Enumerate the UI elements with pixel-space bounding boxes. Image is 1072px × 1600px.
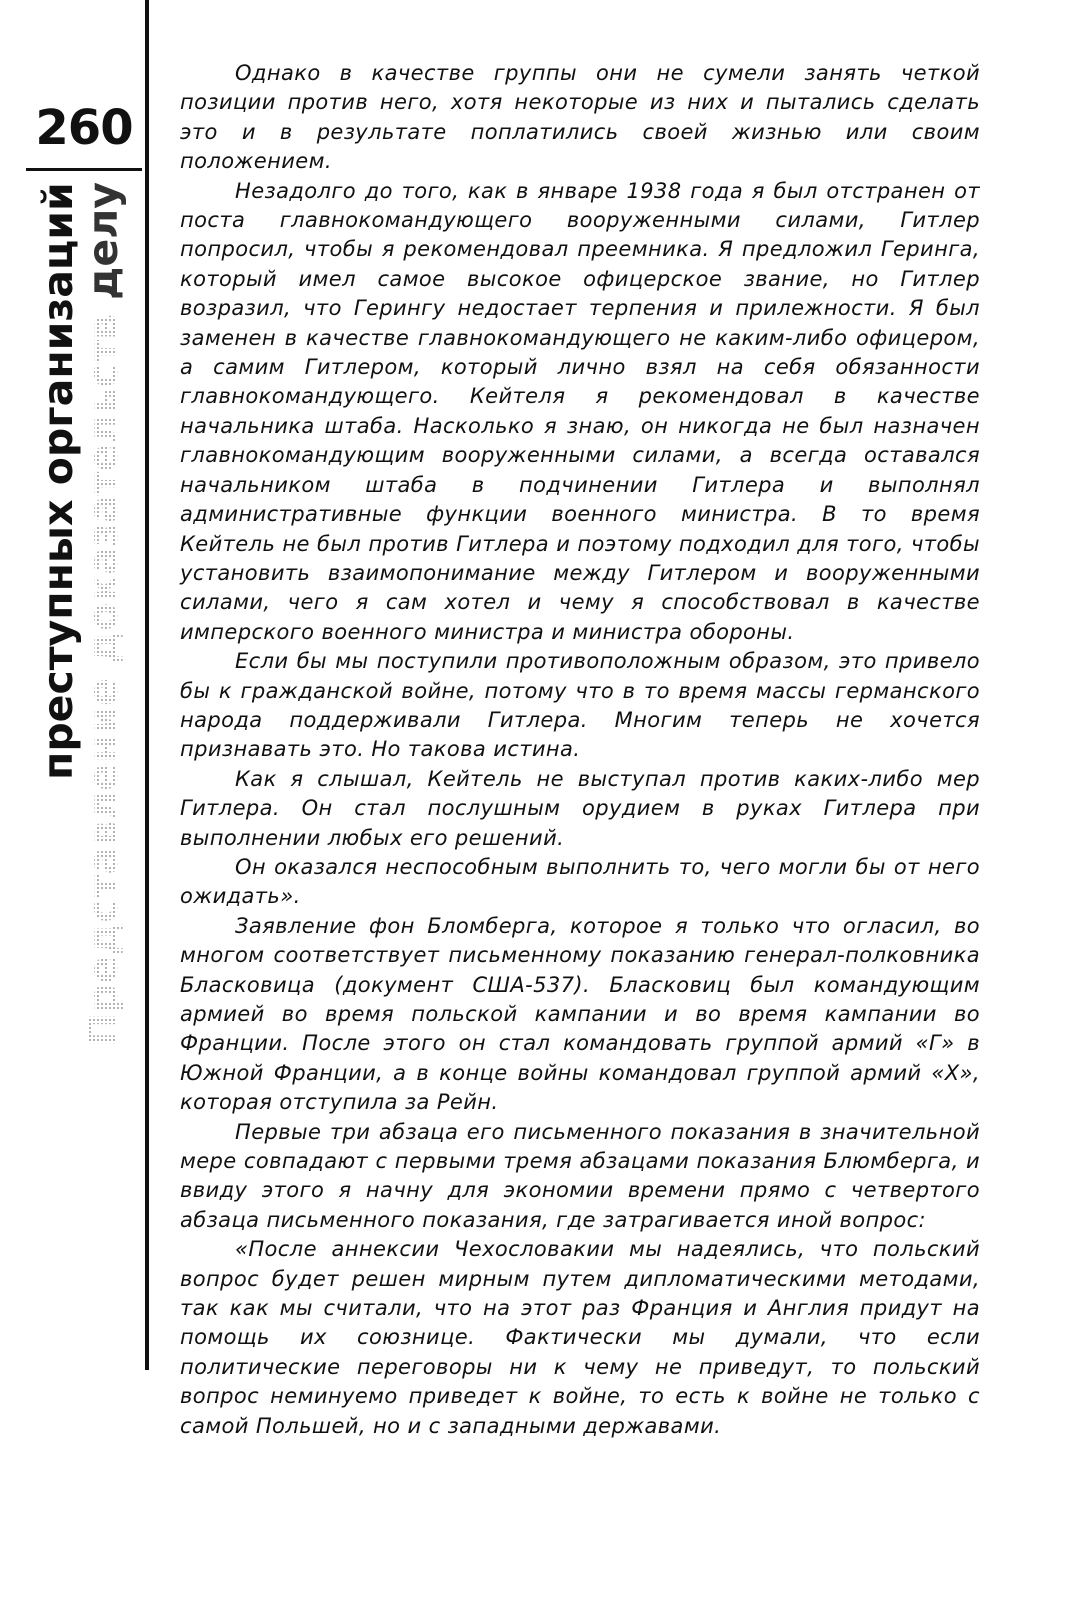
paragraph: Незадолго до того, как в январе 1938 года я был отстранен от поста главнокомандующего вооруженными силами, Гитлер попросил, чтобы я рекомендовал преемника. Я предложил Геринга, который имел самое высокое офицерское звание, но Гитлер возразил, что Герингу недостает терпения и прилежности. Я был заменен в качестве главнокомандующего не каким-либо офицером, а самим Гитлером, который лично взял на себя обязанности главнокомандующего. Кейтеля я рекомендовал в качестве начальника штаба. Насколько я знаю, он никогда не был назначен главнокомандующим вооруженными силами, а всегда оставался начальником штаба в подчинении Гитлера и выполнял административные функции военного министра. В то время Кейтель не был против Гитлера и поэтому подходил для того, чтобы установить взаимопонимание между Гитлером и вооруженными силами, чего я сам хотел и чему я способствовал в качестве имперского военного министра и министра обороны. — [180, 178, 980, 644]
paragraph: Первые три абзаца его письменного показания в значительной мере совпадают с первыми тремя абзацами показания Блюмберга, и ввиду этого я начну для экономии времени прямо с четвертого абзаца письменного показания, где затрагивается иной вопрос: — [180, 1119, 980, 1232]
paragraph: Однако в качестве группы они не сумели занять четкой позиции против него, хотя некоторые из них и пытались сделать это и в результате поплатились своей жизнью или своим положением. — [180, 61, 980, 174]
running-title-dark-part: делу — [79, 182, 127, 300]
paragraph: Заявление фон Бломберга, которое я только что огласил, во многом соответствует письменному показанию генерал-полковника Бласковица (документ США-537). Бласковиц был командующим армией во время польской кампании и во время кампании во Франции. После этого он стал командовать группой армий «Г» в Южной Франции, а в конце войны командовал группой армий «Х», которая отступила за Рейн. — [180, 913, 980, 1115]
running-title — [20, 182, 142, 1062]
side-rule — [145, 0, 149, 1370]
page-number-rule — [26, 168, 142, 171]
running-title-light-part: Представление доказательств — [79, 299, 127, 1047]
body-text — [180, 59, 980, 1441]
paragraph: «После аннексии Чехословакии мы надеялись, что польский вопрос будет решен мирным путем дипломатическими методами, так как мы считали, что на этот раз Франция и Англия придут на помощь их союзнице. Фактически мы думали, что если политические переговоры ни к чему не приведут, то польский вопрос неминуемо приведет к войне, то есть к войне не только с самой Польшей, но и с западными державами. — [180, 1237, 980, 1438]
page-number: 260 — [35, 100, 133, 156]
paragraph: Если бы мы поступили противоположным образом, это привело бы к гражданской войне, потому что в то время массы германского народа поддерживали Гитлера. Многим теперь не хочется признавать это. Но такова истина. — [180, 649, 980, 762]
running-title-line-2: преступных организаций — [34, 182, 82, 780]
paragraph: Он оказался неспособным выполнить то, чего могли бы от него ожидать». — [180, 854, 980, 909]
running-title-line-1 — [79, 182, 127, 1062]
paragraph: Как я слышал, Кейтель не выступал против каких-либо мер Гитлера. Он стал послушным орудием в руках Гитлера при выполнении любых его решений. — [180, 766, 980, 850]
